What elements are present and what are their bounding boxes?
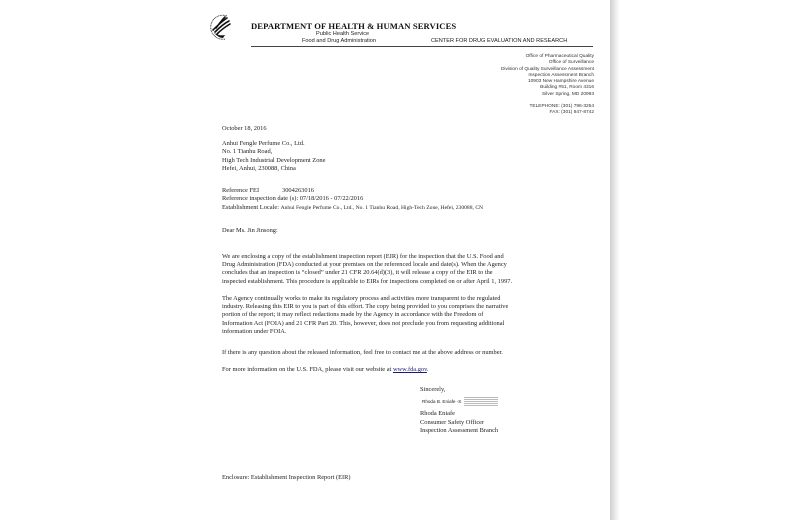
fei-value: 3004263016 xyxy=(282,187,314,194)
hhs-eagle-seal-icon xyxy=(205,12,235,42)
paragraph-line: If there is any question about the released information, feel free to contact me at the above address or number. xyxy=(222,349,503,356)
paragraph-line: information under FOIA. xyxy=(222,327,287,335)
salutation: Dear Ms. Jin Jinsong: xyxy=(222,227,278,234)
paragraph-line: portion of the report; it may reflect redactions made by the Agency in accordance with the Freedom of xyxy=(222,311,484,319)
department-title: DEPARTMENT OF HEALTH & HUMAN SERVICES xyxy=(251,21,457,31)
recipient-line: No. 1 Tianhu Road, xyxy=(222,148,273,156)
signer-branch: Inspection Assessment Branch xyxy=(420,427,499,435)
fda-website-link[interactable]: www.fda.gov xyxy=(392,366,427,373)
address-line: Building #51, Room 4316 xyxy=(540,85,594,91)
telephone: TELEPHONE: (301) 796-3254 xyxy=(529,104,594,110)
center-name: CENTER FOR DRUG EVALUATION AND RESEARCH xyxy=(431,38,568,44)
paragraph-line: The Agency continually works to make its regulatory process and activities more transparent to the regulated xyxy=(222,295,501,302)
return-address xyxy=(501,54,594,117)
signer-title: Consumer Safety Officer xyxy=(420,418,485,426)
address-line: Office of Surveillance xyxy=(548,60,594,66)
signature-block xyxy=(420,386,498,436)
agency-name: Food and Drug Administration xyxy=(302,38,377,44)
website-prefix: For more information on the U.S. FDA, please visit our website at xyxy=(222,366,393,373)
paragraph-line: We are enclosing a copy of the establishment inspection report (EIR) for the inspection that the U.S. Food and xyxy=(222,253,504,260)
fei-label: Reference FEI xyxy=(222,187,260,194)
enclosure: Enclosure: Establishment Inspection Report (EIR) xyxy=(222,474,351,481)
locale-value: Anhui Fengle Perfume Co., Ltd., No. 1 Tianhu Road, High-Tech Zone, Hefei, 230088, CN xyxy=(280,204,484,211)
signer-name: Rhoda Eniafe xyxy=(420,410,455,418)
recipient-line: High Tech Industrial Development Zone xyxy=(222,156,326,164)
establishment-locale xyxy=(222,204,483,212)
paragraph-1 xyxy=(222,253,597,286)
reference-dates: Reference inspection date (s): 07/18/2016 - 07/22/2016 xyxy=(222,195,364,203)
fax: FAX: (301) 847-8742 xyxy=(549,110,594,116)
reference-block xyxy=(222,187,483,212)
paragraph-4 xyxy=(222,366,597,374)
signature-details-icon xyxy=(464,397,498,406)
public-health-service: Public Health Service xyxy=(316,31,370,37)
paragraph-line xyxy=(222,366,597,374)
paragraph-line: industry. Releasing this EIR to you is part of this effort. The copy being provided to you comprises the narrative xyxy=(222,303,509,311)
address-line: 10903 New Hampshire Avenue xyxy=(527,79,594,85)
recipient-line: Anhui Fengle Perfume Co., Ltd. xyxy=(222,140,305,147)
reference-fei xyxy=(222,187,483,195)
address-line: Inspection Assessment Branch xyxy=(528,72,594,78)
paragraph-line: Information Act (FOIA) and 21 CFR Part 20. This, however, does not preclude you from requesting additional xyxy=(222,319,505,327)
locale-label: Establishment Locale: xyxy=(222,203,279,211)
paragraph-3 xyxy=(222,349,597,357)
paragraph-2 xyxy=(222,295,597,336)
address-line: Silver Spring, MD 20993 xyxy=(542,91,594,97)
digital-signature xyxy=(422,396,498,407)
website-suffix: . xyxy=(426,366,429,373)
address-line: Division of Quality Surveillance Assessment xyxy=(500,66,594,72)
paragraph-line: inspected establishment. This procedure is applicable to EIRs for inspections completed on or after April 1, 1997. xyxy=(222,277,513,285)
recipient-address xyxy=(222,140,325,174)
letter-date: October 18, 2016 xyxy=(222,125,267,132)
closing: Sincerely, xyxy=(420,386,446,393)
paragraph-line: Drug Administration (FDA) conducted at your premises on the referenced locale and date(s). When the Agency xyxy=(222,261,507,269)
paragraph-line: concludes that an inspection is “closed” under 21 CFR 20.64(d)(3), it will release a copy of the EIR to the xyxy=(222,269,493,277)
address-line: Office of Pharmaceutical Quality xyxy=(525,54,594,59)
digital-signature-name: Rhoda B. Eniafe -S xyxy=(422,398,462,404)
page-shadow xyxy=(610,0,620,520)
letterhead-divider xyxy=(251,46,593,47)
recipient-line: Hefei, Anhui, 230088, China xyxy=(222,165,296,173)
